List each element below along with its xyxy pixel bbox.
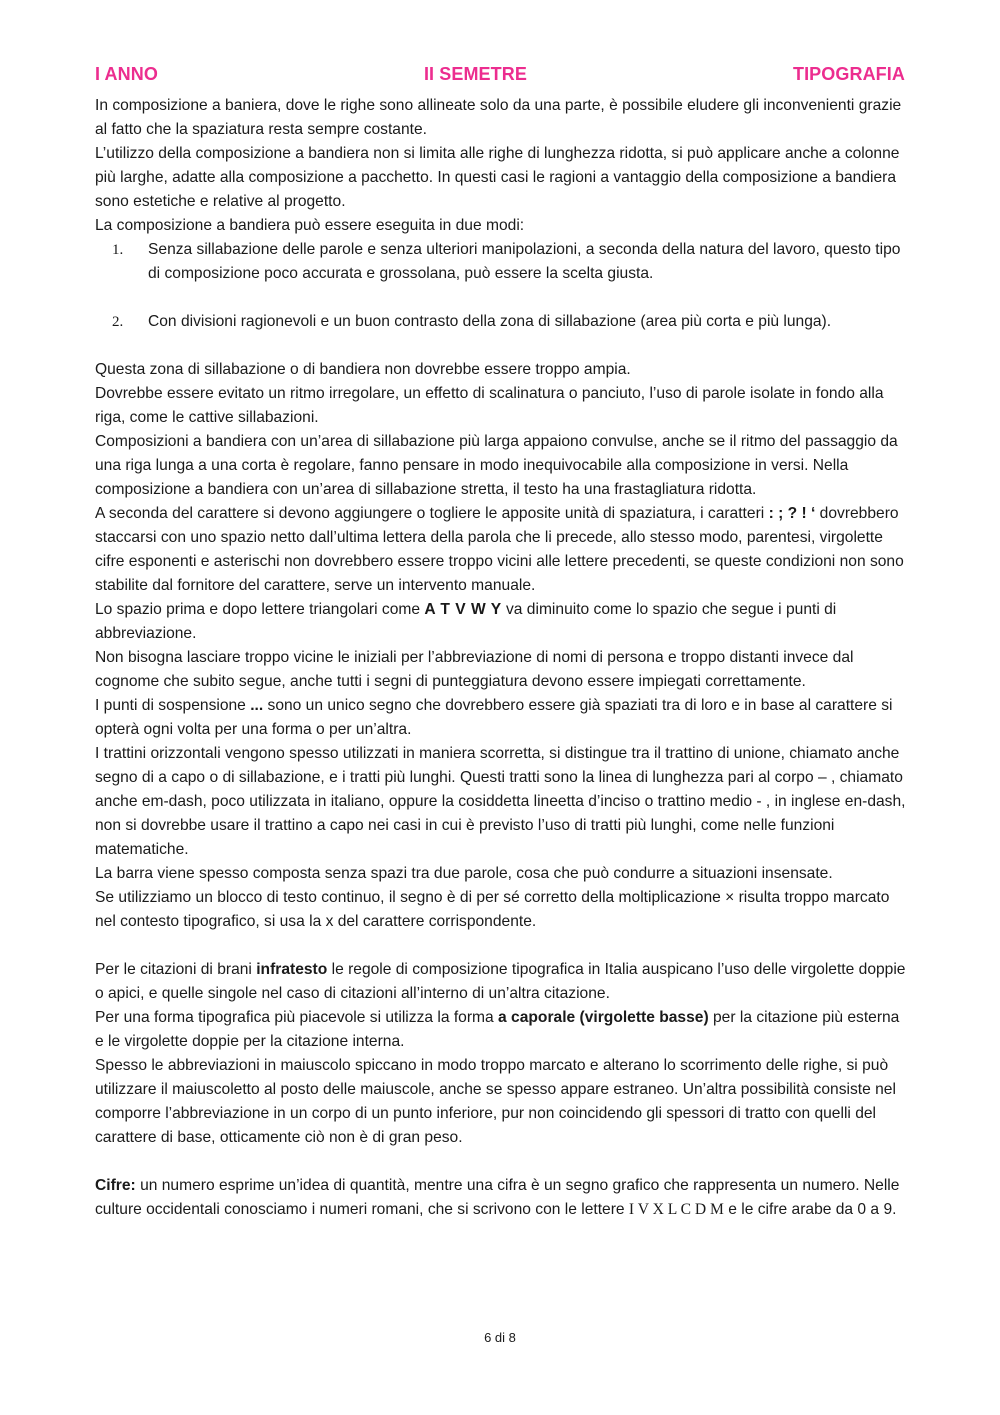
paragraph: Se utilizziamo un blocco di testo continuo, il segno è di per sé corretto della moltiplicazione × risulta troppo marcato nel contesto tipografico, si usa la x del carattere corrispondente. [95,889,890,930]
list-item-text: Con divisioni ragionevoli e un buon contrasto della zona di sillabazione (area più corta e più lunga). [148,313,832,330]
paragraph: I punti di sospensione ... sono un unico segno che dovrebbero essere già spaziati tra di loro e in base al carattere si opterà ogni volta per una forma o per un’altra. [95,697,893,738]
list-item [95,310,910,334]
paragraph: Lo spazio prima e dopo lettere triangolari come A T V W Y va diminuito come lo spazio che segue i punti di abbreviazione. [95,601,837,642]
paragraph: L’utilizzo della composizione a bandiera non si limita alle righe di lunghezza ridotta, si può applicare anche a colonne più larghe, adatte alla composizione a pacchetto. In questi casi le ragioni a vantaggio della composizione a bandiera sono estetiche e relative al progetto. [95,145,900,210]
paragraph: I trattini orizzontali vengono spesso utilizzati in maniera scorretta, si distingue tra il trattino di unione, chiamato anche segno di a capo o di sillabazione, e i tratti più lunghi. Questi tratti sono la linea di lunghezza pari al corpo – , chiamato anche em-dash, poco utilizzata in italiano, oppure la cosiddetta lineetta d’inciso o trattino medio - , in inglese en-dash, non si dovrebbe usare il trattino a capo nei casi in cui è previsto l’uso di tratti più lunghi, come nelle funzioni matematiche. [95,745,906,858]
list-number: 1. [112,242,124,258]
paragraph: Cifre: un numero esprime un’idea di quantità, mentre una cifra è un segno grafico che rappresenta un numero. Nelle culture occidentali conosciamo i numeri romani, che si scrivono con le lettere I V X L C D M e le cifre arabe da 0 a 9. [95,1177,900,1218]
list-item [95,238,910,286]
paragraph: A seconda del carattere si devono aggiungere o togliere le apposite unità di spaziatura, i caratteri : ; ? ! ‘ dovrebbero staccarsi con uno spazio netto dall’ultima lettera della parola che li precede, allo stesso modo, parentesi, virgolette cifre esponenti e asterischi non dovrebbero essere troppo vicini alle lettere precedenti, se queste condizioni non sono stabilite dal fornitore del carattere, serve un intervento manuale. [95,505,904,594]
section-label: Cifre: [95,1177,136,1194]
header-semester: II SEMETRE [423,63,527,84]
header-year: I ANNO [95,63,158,84]
paragraph: La composizione a bandiera può essere eseguita in due modi: [95,217,525,234]
paragraph: Spesso le abbreviazioni in maiuscolo spiccano in modo troppo marcato e alterano lo scorrimento delle righe, si può utilizzare il maiuscoletto al posto delle maiuscole, anche se spesso appare estraneo. Un’altra possibilità consiste nel comporre l’abbreviazione in un corpo di un punto inferiore, pur non coincidendo gli spessori di tratto con quelli del carattere di base, otticamente ciò non è di gran peso. [95,1057,896,1146]
paragraph: Non bisogna lasciare troppo vicine le iniziali per l’abbreviazione di nomi di persona e troppo distanti invece dal cognome che subito segue, anche tutti i segni di punteggiatura devono essere impiegati correttamente. [95,649,854,690]
bold-term: a caporale (virgolette basse) [498,1009,709,1026]
paragraph: La barra viene spesso composta senza spazi tra due parole, cosa che può condurre a situazioni insensate. [95,865,833,882]
roman-numerals: I V X L C D M [628,1201,724,1218]
paragraph: Dovrebbe essere evitato un ritmo irregolare, un effetto di scalinatura o panciuto, l’uso di parole isolate in fondo alla riga, come le cattive sillabazioni. [95,385,884,426]
paragraph: In composizione a baniera, dove le righe sono allineate solo da una parte, è possibile eludere gli inconvenienti grazie al fatto che la spaziatura resta sempre costante. [95,97,902,138]
paragraph: Composizioni a bandiera con un’area di sillabazione più larga appaiono convulse, anche se il ritmo del passaggio da una riga lunga a una corta è regolare, fanno pensare in modo inequivocabile alla composizione in versi. Nella composizione a bandiera con un’area di sillabazione stretta, il testo ha una frastagliatura ridotta. [95,433,898,498]
paragraph: Per le citazioni di brani infratesto le regole di composizione tipografica in Italia auspicano l’uso delle virgolette doppie o apici, e quelle singole nel caso di citazioni all’interno di un’altra citazione. [95,961,906,1002]
list-item-text: Senza sillabazione delle parole e senza ulteriori manipolazioni, a seconda della natura del lavoro, questo tipo di composizione poco accurata e grossolana, può essere la scelta giusta. [148,241,901,282]
triangular-letters: A T V W Y [424,601,502,618]
page-header [95,62,905,86]
header-subject: TIPOGRAFIA [792,63,905,84]
bold-term: infratesto [256,961,328,978]
numbered-list [95,238,910,334]
paragraph: Questa zona di sillabazione o di bandiera non dovrebbe essere troppo ampia. [95,361,631,378]
ellipsis-glyph: ... [250,697,264,714]
paragraph: Per una forma tipografica più piacevole si utilizza la forma a caporale (virgolette basse) per la citazione più esterna e le virgolette doppie per la citazione interna. [95,1009,900,1050]
list-number: 2. [112,314,124,330]
document-body [95,94,910,1222]
punctuation-glyphs: : ; ? ! ‘ [768,505,816,522]
page-number: 6 di 8 [484,1330,516,1345]
